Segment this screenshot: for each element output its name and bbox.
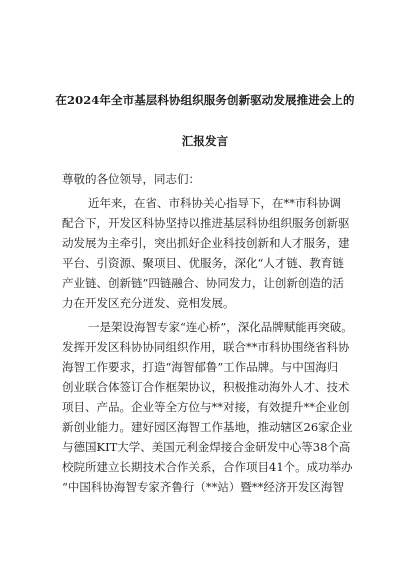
paragraph-2-line: 发挥开发区科协协同组织作用，联合**市科协围绕省科协 xyxy=(62,340,350,354)
paragraph-2-line: 海智工作要求，打造“海智郁鲁”工作品牌。与中国海归 xyxy=(62,360,339,374)
paragraph-1-line: 力在开发区充分迸发、竞相发展。 xyxy=(62,296,235,310)
paragraph-1-line: 近年来，在省、市科协关心指导下，在**市科协调 xyxy=(88,196,341,210)
paragraph-2-line: 项目、产品。企业等全方位与**对接，有效提升**企业创 xyxy=(62,400,350,414)
document-title-line-1: 在2024年全市基层科协组织服务创新驱动发展推进会上的 xyxy=(55,93,355,107)
salutation: 尊敬的各位领导，同志们： xyxy=(62,172,200,186)
paragraph-2-line: “中国科协海智专家齐鲁行（**站）暨**经济开发区海智 xyxy=(62,480,344,494)
paragraph-1-line: 配合下，开发区科协坚持以推进基层科协组织服务创新驱 xyxy=(62,216,350,230)
paragraph-2-line: 与德国KIT大学、美国元利金焊接合金研发中心等38个高 xyxy=(62,440,351,454)
paragraph-1-line: 动发展为主牵引，突出抓好企业科技创新和人才服务，建 xyxy=(62,236,350,250)
paragraph-2-line: 校院所建立长期技术合作关系，合作项目41个。成功举办 xyxy=(62,460,353,474)
paragraph-2-line: 创业联合体签订合作框架协议，积极推动海外人才、技术 xyxy=(62,380,350,394)
paragraph-1-line: 平台、引资源、聚项目、优服务，深化“人才链、教育链 xyxy=(62,256,344,270)
paragraph-2-line: 一是架设海智专家“连心桥”，深化品牌赋能再突破。 xyxy=(88,320,353,334)
paragraph-1-line: 产业链、创新链”四链融合、协同发力，让创新创造的活 xyxy=(62,276,344,290)
document-title-line-2: 汇报发言 xyxy=(181,134,229,148)
paragraph-2-line: 新创业能力。建好园区海智工作基地，推动辖区26家企业 xyxy=(62,420,353,434)
